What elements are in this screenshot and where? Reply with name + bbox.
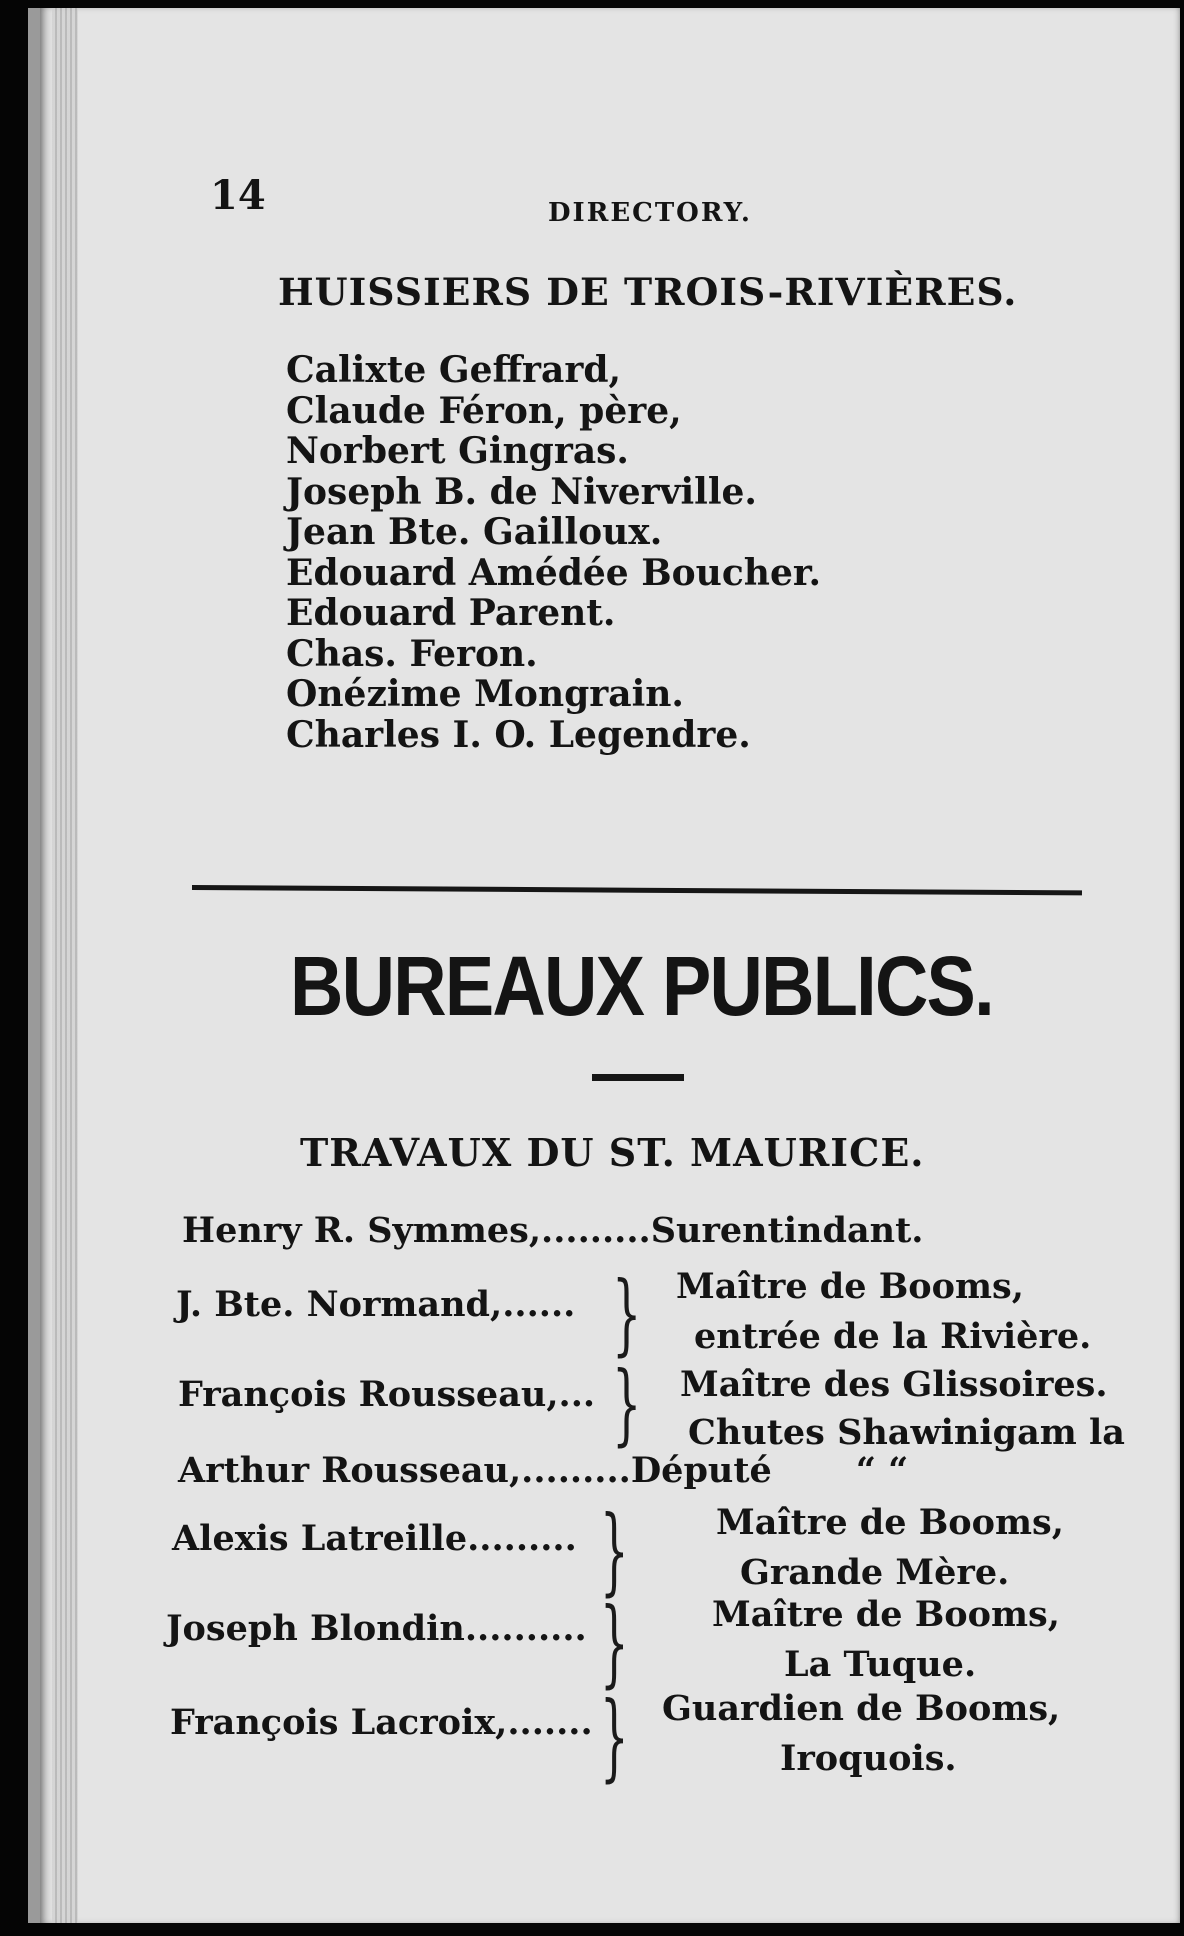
entry-role-line: Guardien de Booms, [662,1688,1061,1729]
list-item: Calixte Geffrard, [286,349,622,391]
entry-role-line: Maître de Booms, [716,1502,1064,1543]
brace-icon: } [600,1496,629,1607]
list-item: Edouard Parent. [286,592,616,634]
entry-role-line: Grande Mère. [740,1552,1010,1593]
huissiers-heading: HUISSIERS DE TROIS-RIVIÈRES. [278,270,1018,314]
dot-leader: ......... [521,1450,631,1491]
title-underline [592,1074,684,1081]
entry-row [178,1374,595,1415]
list-item: Jean Bte. Gailloux. [286,511,663,553]
entry-name: Henry R. Symmes, [182,1210,542,1251]
list-item: Onézime Mongrain. [286,673,684,715]
page-edge [52,8,78,1923]
running-head: DIRECTORY. [548,198,752,228]
dot-leader: ....... [507,1702,593,1743]
entry-role-line: entrée de la Rivière. [694,1316,1092,1357]
entry-row [176,1284,575,1325]
huissiers-list [286,350,821,755]
entry-name: Arthur Rousseau, [178,1450,522,1491]
entry-role-line: Chutes Shawinigam la [688,1412,1125,1453]
entry-row [166,1608,587,1649]
list-item: Charles I. O. Legendre. [286,713,751,756]
entry-row [172,1518,577,1559]
list-item: Joseph B. de Niverville. [286,470,757,513]
entry-row [182,1210,923,1251]
list-item: Claude Féron, père, [286,389,682,432]
entry-row [178,1450,908,1491]
page-number: 14 [210,172,266,219]
list-item: Chas. Feron. [286,632,538,675]
brace-icon: } [612,1262,642,1365]
dot-leader: ......... [467,1518,577,1559]
entry-name: Alexis Latreille [172,1518,468,1559]
brace-icon: } [600,1588,629,1699]
list-item: Edouard Amédée Boucher. [286,551,822,594]
travaux-heading: TRAVAUX DU ST. MAURICE. [300,1130,925,1175]
dot-leader: ...... [502,1284,576,1325]
entry-role-line: Maître des Glissoires. [680,1364,1108,1405]
dot-leader: .......... [464,1608,587,1649]
entry-role: Surentindant. [650,1210,924,1251]
ditto-marks: “ “ [855,1450,909,1491]
entry-name: François Rousseau, [178,1374,559,1415]
entry-role-line: Maître de Booms, [676,1266,1024,1307]
list-item: Norbert Gingras. [286,430,629,472]
entry-role-line: Iroquois. [780,1738,957,1779]
entry-role: Député [630,1450,772,1491]
dot-leader: ... [558,1374,596,1415]
brace-icon: } [612,1352,642,1455]
entry-row [170,1702,593,1743]
entry-role-line: Maître de Booms, [712,1594,1060,1635]
entry-name: J. Bte. Normand, [176,1284,503,1325]
entry-name: François Lacroix, [170,1702,508,1743]
bureaux-title: BUREAUX PUBLICS. [290,939,993,1033]
dot-leader: ......... [541,1210,651,1251]
entry-name: Joseph Blondin [166,1608,465,1649]
brace-icon: } [600,1682,629,1793]
entry-role-line: La Tuque. [784,1644,977,1685]
